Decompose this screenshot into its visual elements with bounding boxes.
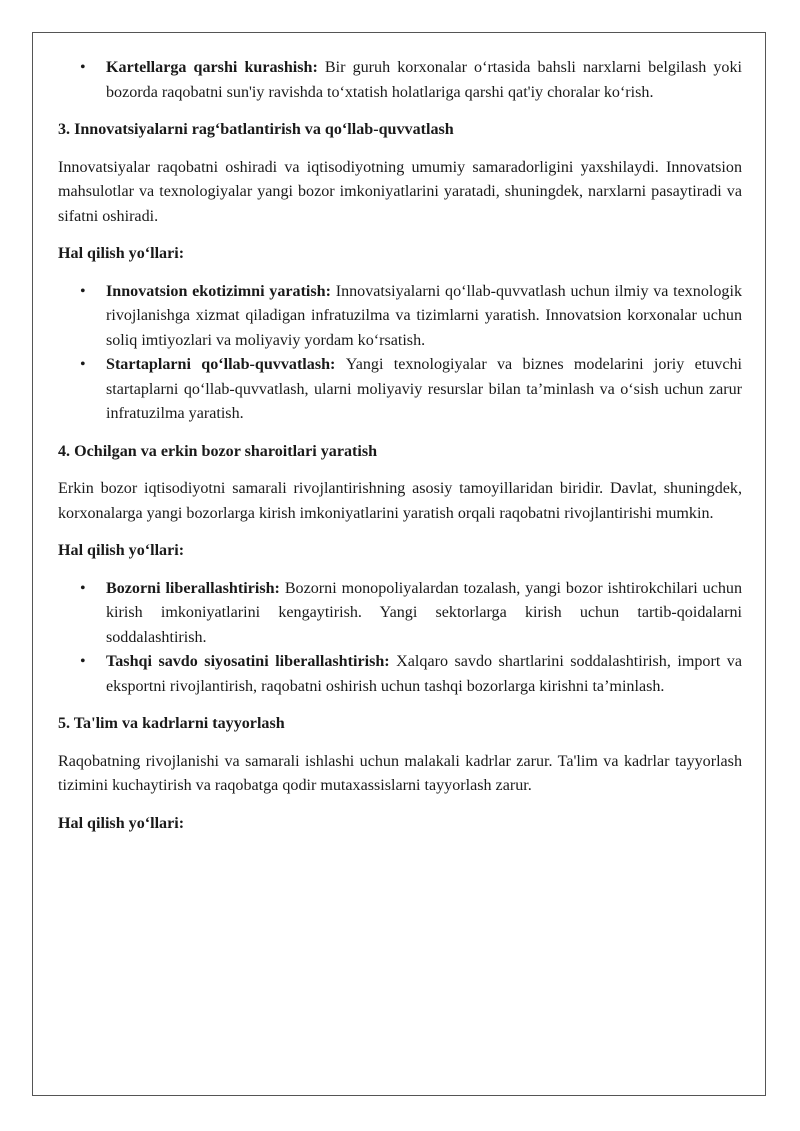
item-text: Innovatsiyalarni qo‘llab-quvvatlash uchun ilmiy va texnologik rivojlanishga xizmat qiladigan infratuzilma va tizimlarni yaratish. Innovatsion korxonalar uchun soliq imtiyozlari va moliyaviy yordam ko‘rsatish. [106, 282, 742, 349]
item-title: Startaplarni qo‘llab-quvvatlash: [106, 356, 346, 373]
list-item [58, 353, 742, 427]
document-body [58, 56, 742, 849]
section-heading: 4. Ochilgan va erkin bozor sharoitlari yaratish [58, 442, 378, 460]
list-item [58, 577, 742, 651]
item-title: Innovatsion ekotizimni yaratish: [106, 282, 336, 300]
section-heading: 3. Innovatsiyalarni rag‘batlantirish va qo‘llab-quvvatlash [58, 121, 454, 138]
bullet-list [58, 280, 742, 427]
bullet-list [58, 577, 742, 700]
item-text: Bir guruh korxonalar o‘rtasida bahsli narxlarni belgilash yoki bozorda raqobatni sun'iy ravishda to‘xtatish holatlariga qarshi qat'iy choralar ko‘rish. [106, 59, 742, 101]
solutions-label: Hal qilish yo‘llari: [58, 245, 185, 262]
section-heading: 5. Ta'lim va kadrlarni tayyorlash [58, 715, 285, 732]
solutions-label: Hal qilish yo‘llari: [58, 542, 185, 559]
bullet-icon: • [80, 59, 86, 76]
list-item [58, 56, 742, 105]
item-text: Bozorni monopoliyalardan tozalash, yangi bozor ishtirokchilari uchun kirish imkoniyatlarini kengaytirish. Yangi sektorlarga kirish uchun tartib-qoidalarni soddalashtirish. [106, 579, 742, 646]
item-text: Yangi texnologiyalar va biznes modelarini joriy etuvchi startaplarni qo‘llab-quvvatlash, ularni moliyaviy resurslar bilan ta’minlash va o‘sish uchun zarur infratuzilma yaratish. [106, 356, 742, 422]
item-title: Tashqi savdo siyosatini liberallashtirish: [106, 653, 397, 670]
bullet-icon: • [80, 653, 86, 670]
solutions-label: Hal qilish yo‘llari: [58, 814, 185, 832]
bullet-list-top [58, 56, 742, 105]
section-paragraph: Innovatsiyalar raqobatni oshiradi va iqtisodiyotning umumiy samaradorligini yaxshilaydi. Innovatsion mahsulotlar va texnologiyalar yangi bozor imkoniyatlarini yaratadi, shuningdek, narxlarni pasaytiradi va sifatni oshiradi. [58, 158, 742, 225]
list-item [58, 650, 742, 699]
section-paragraph: Erkin bozor iqtisodiyotni samarali rivojlantirishning asosiy tamoyillaridan biridir. Davlat, shuningdek, korxonalarga yangi bozorlarga kirish imkoniyatlarini yaratish orqali raqobatni rivojlantirishi mumkin. [58, 480, 742, 522]
bullet-icon: • [80, 282, 86, 300]
list-item [58, 280, 742, 354]
item-title: Bozorni liberallashtirish: [106, 579, 285, 597]
section-paragraph: Raqobatning rivojlanishi va samarali ishlashi uchun malakali kadrlar zarur. Ta'lim va kadrlar tayyorlash tizimini kuchaytirish va raqobatga qodir mutaxassislarni tayyorlash zarur. [58, 752, 742, 794]
item-text: Xalqaro savdo shartlarini soddalashtirish, import va eksportni rivojlantirish, raqobatni oshirish uchun tashqi bozorlarga kirishni ta’minlash. [106, 653, 742, 695]
bullet-icon: • [80, 356, 86, 373]
item-title: Kartellarga qarshi kurashish: [106, 59, 325, 76]
bullet-icon: • [80, 579, 86, 597]
